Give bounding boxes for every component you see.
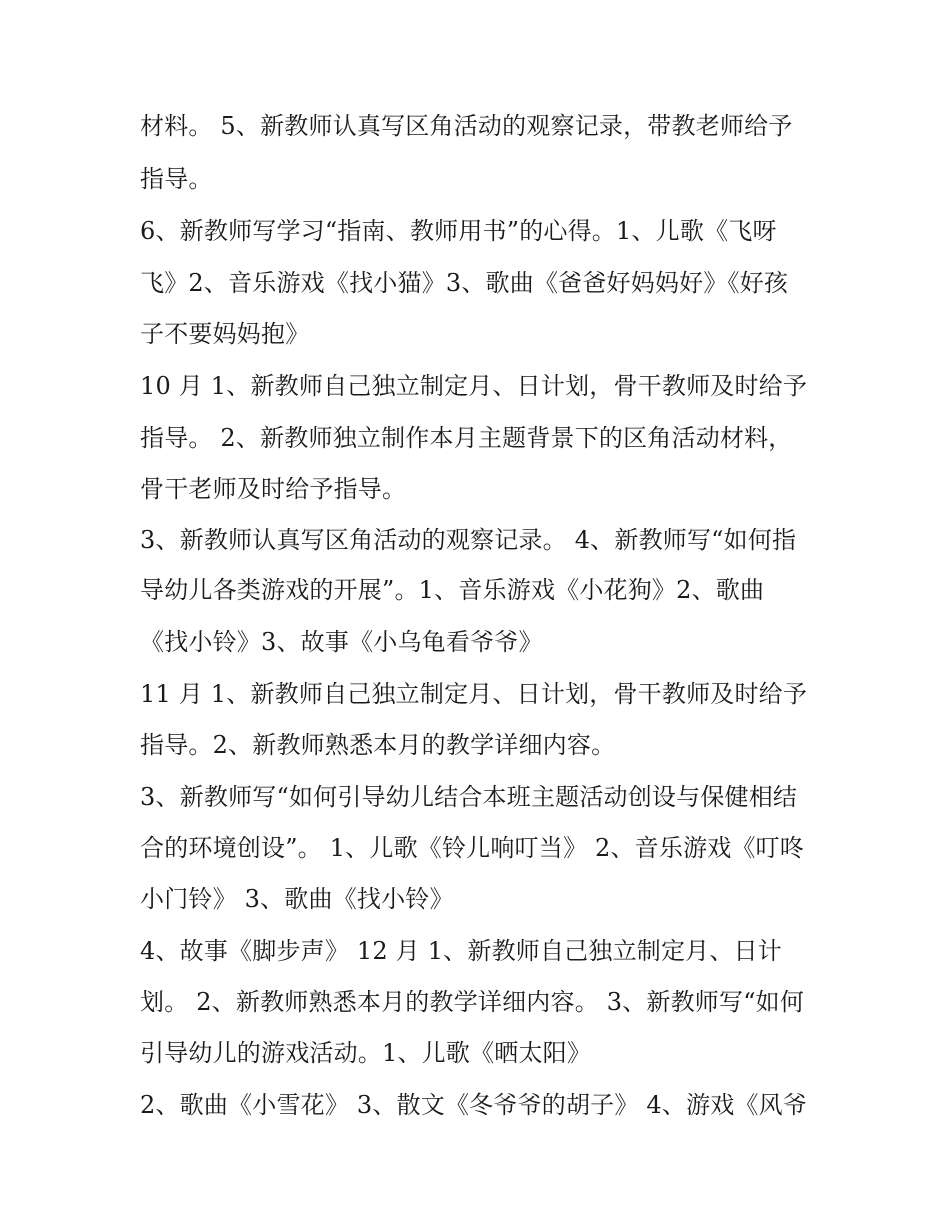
text-line: 10 月 1、新教师自己独立制定月、日计划，骨干教师及时给予 bbox=[140, 372, 808, 400]
text-line: 2、歌曲《小雪花》 3、散文《冬爷爷的胡子》 4、游戏《风爷 bbox=[140, 1091, 808, 1119]
text-line: 导幼儿各类游戏的开展”。1、音乐游戏《小花狗》2、歌曲 bbox=[140, 576, 765, 604]
text-line: 指导。 bbox=[140, 165, 213, 193]
text-line: 飞》2、音乐游戏《找小猫》3、歌曲《爸爸好妈妈好》《好孩 bbox=[140, 269, 789, 297]
text-line: 3、新教师写“如何引导幼儿结合本班主题活动创设与保健相结 bbox=[140, 783, 798, 811]
text-line: 指导。2、新教师熟悉本月的教学详细内容。 bbox=[140, 731, 616, 759]
text-line: 材料。 5、新教师认真写区角活动的观察记录，带教老师给予 bbox=[140, 112, 793, 140]
text-line: 指导。 2、新教师独立制作本月主题背景下的区角活动材料， bbox=[140, 424, 793, 452]
text-line: 11 月 1、新教师自己独立制定月、日计划，骨干教师及时给予 bbox=[140, 680, 808, 708]
text-line: 引导幼儿的游戏活动。1、儿歌《晒太阳》 bbox=[140, 1039, 592, 1067]
text-line: 小门铃》 3、歌曲《找小铃》 bbox=[140, 885, 454, 913]
text-line: 子不要妈妈抱》 bbox=[140, 320, 310, 348]
text-line: 3、新教师认真写区角活动的观察记录。 4、新教师写“如何指 bbox=[140, 526, 797, 554]
text-line: 骨干老师及时给予指导。 bbox=[140, 475, 407, 503]
text-line: 合的环境创设”。 1、儿歌《铃儿响叮当》 2、音乐游戏《叮咚 bbox=[140, 834, 805, 862]
text-line: 6、新教师写学习“指南、教师用书”的心得。1、儿歌《飞呀 bbox=[140, 217, 777, 245]
text-line: 4、故事《脚步声》 12 月 1、新教师自己独立制定月、日计 bbox=[140, 937, 782, 965]
text-line: 《找小铃》3、故事《小乌龟看爷爷》 bbox=[140, 628, 543, 656]
text-line: 划。 2、新教师熟悉本月的教学详细内容。 3、新教师写“如何 bbox=[140, 988, 805, 1016]
